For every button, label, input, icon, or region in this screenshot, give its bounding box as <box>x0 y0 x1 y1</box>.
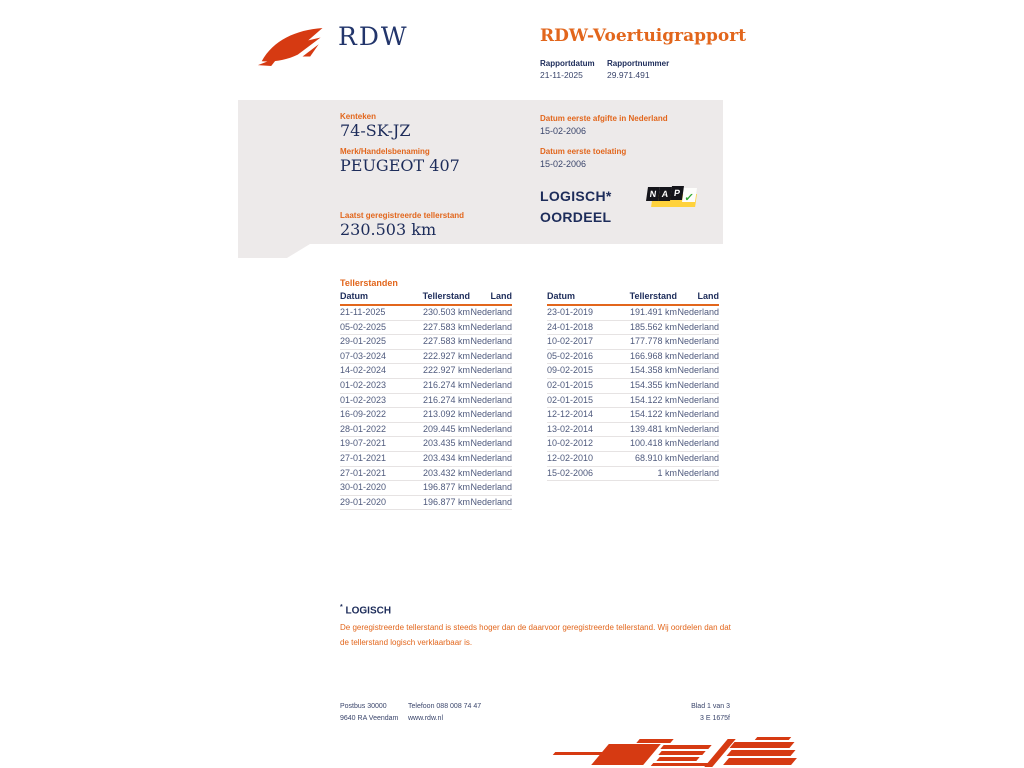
logisch-note-title <box>340 604 391 616</box>
table-cell: 15-02-2006 <box>547 466 615 481</box>
table-row <box>340 451 512 466</box>
table-header-row <box>340 291 512 305</box>
table-cell: 30-01-2020 <box>340 481 408 496</box>
tellerstanden-table-left <box>340 291 512 510</box>
nap-letter-a: A <box>658 187 672 201</box>
table-cell: Nederland <box>470 408 512 423</box>
nap-letter-p: P <box>670 186 684 200</box>
table-cell: 24-01-2018 <box>547 320 615 335</box>
rdw-logo-text: RDW <box>338 22 409 51</box>
decorative-stripes-graphic <box>540 737 808 768</box>
column-header: Tellerstand <box>408 291 470 305</box>
table-cell: 154.122 km <box>615 393 677 408</box>
footer-address-line1: Postbus 30000 <box>340 703 387 710</box>
table-cell: 19-07-2021 <box>340 437 408 452</box>
table-cell: 203.432 km <box>408 466 470 481</box>
table-cell: 196.877 km <box>408 495 470 510</box>
table-cell: 177.778 km <box>615 335 677 350</box>
table-cell: 203.434 km <box>408 451 470 466</box>
laatste-tellerstand-value: 230.503 km <box>340 220 437 239</box>
table-row <box>340 481 512 496</box>
table-cell: 230.503 km <box>408 305 470 320</box>
table-cell: Nederland <box>470 364 512 379</box>
kenteken-label: Kenteken <box>340 112 377 121</box>
table-row <box>547 451 719 466</box>
footer-address-line2: 9640 RA Veendam <box>340 715 399 722</box>
table-cell: 02-01-2015 <box>547 393 615 408</box>
table-cell: 27-01-2021 <box>340 451 408 466</box>
table-row <box>340 437 512 452</box>
logisch-note-label: LOGISCH <box>345 605 392 617</box>
table-cell: Nederland <box>677 335 719 350</box>
table-cell: 216.274 km <box>408 393 470 408</box>
table-cell: 21-11-2025 <box>340 305 408 320</box>
table-cell: 216.274 km <box>408 378 470 393</box>
table-cell: Nederland <box>677 408 719 423</box>
table-cell: 05-02-2016 <box>547 349 615 364</box>
table-cell: 16-09-2022 <box>340 408 408 423</box>
logisch-note-marker: * <box>340 604 343 611</box>
table-cell: Nederland <box>677 364 719 379</box>
merk-value: PEUGEOT 407 <box>340 156 460 175</box>
table-cell: Nederland <box>470 422 512 437</box>
table-cell: 203.435 km <box>408 437 470 452</box>
table-row <box>340 335 512 350</box>
table-cell: 154.122 km <box>615 408 677 423</box>
table-cell: 227.583 km <box>408 335 470 350</box>
column-header: Land <box>677 291 719 305</box>
table-cell: 09-02-2015 <box>547 364 615 379</box>
oordeel-line1: LOGISCH* <box>540 188 612 204</box>
eerste-toelating-label: Datum eerste toelating <box>540 147 627 156</box>
table-row <box>547 364 719 379</box>
table-cell: 196.877 km <box>408 481 470 496</box>
table-row <box>547 378 719 393</box>
table-cell: Nederland <box>677 393 719 408</box>
table-cell: Nederland <box>470 466 512 481</box>
footer-page-info: Blad 1 van 3 <box>691 703 730 710</box>
table-cell: Nederland <box>677 451 719 466</box>
table-row <box>340 305 512 320</box>
table-cell: 213.092 km <box>408 408 470 423</box>
table-cell: 227.583 km <box>408 320 470 335</box>
footer-phone: Telefoon 088 008 74 47 <box>408 703 482 710</box>
table-row <box>340 466 512 481</box>
table-cell: 23-01-2019 <box>547 305 615 320</box>
vehicle-info-box-tab <box>238 244 310 258</box>
column-header: Land <box>470 291 512 305</box>
table-row <box>340 393 512 408</box>
table-cell: 154.358 km <box>615 364 677 379</box>
eerste-afgifte-label: Datum eerste afgifte in Nederland <box>540 114 668 123</box>
table-cell: 01-02-2023 <box>340 378 408 393</box>
table-cell: Nederland <box>677 466 719 481</box>
table-cell: 166.968 km <box>615 349 677 364</box>
report-number-value: 29.971.491 <box>607 70 650 80</box>
tellerstanden-title: Tellerstanden <box>340 278 398 288</box>
table-cell: 1 km <box>615 466 677 481</box>
table-cell: 12-12-2014 <box>547 408 615 423</box>
table-cell: 139.481 km <box>615 422 677 437</box>
rdw-wing-icon <box>256 26 332 70</box>
eerste-afgifte-value: 15-02-2006 <box>540 126 587 136</box>
footer-form-code: 3 E 1675f <box>700 715 730 722</box>
table-cell: Nederland <box>470 437 512 452</box>
column-header: Datum <box>340 291 408 305</box>
nap-logo <box>647 185 697 210</box>
table-cell: Nederland <box>470 378 512 393</box>
table-cell: 28-01-2022 <box>340 422 408 437</box>
table-row <box>340 378 512 393</box>
table-cell: 29-01-2025 <box>340 335 408 350</box>
footer-website[interactable]: www.rdw.nl <box>408 715 444 722</box>
oordeel-line2: OORDEEL <box>540 209 612 225</box>
table-row <box>340 349 512 364</box>
table-cell: 185.562 km <box>615 320 677 335</box>
table-cell: Nederland <box>677 305 719 320</box>
column-header: Datum <box>547 291 615 305</box>
report-date-label: Rapportdatum <box>540 59 595 68</box>
nap-check-tile <box>682 188 697 202</box>
page-title: RDW-Voertuigrapport <box>540 26 747 46</box>
column-header: Tellerstand <box>615 291 677 305</box>
table-row <box>340 364 512 379</box>
table-cell: Nederland <box>470 451 512 466</box>
merk-label: Merk/Handelsbenaming <box>340 147 430 156</box>
table-cell: 29-01-2020 <box>340 495 408 510</box>
table-cell: 05-02-2025 <box>340 320 408 335</box>
table-cell: Nederland <box>470 495 512 510</box>
tellerstanden-table-right <box>547 291 719 481</box>
table-row <box>547 349 719 364</box>
table-cell: Nederland <box>677 349 719 364</box>
laatste-tellerstand-label: Laatst geregistreerde tellerstand <box>340 211 465 220</box>
table-cell: Nederland <box>470 305 512 320</box>
eerste-toelating-value: 15-02-2006 <box>540 159 587 169</box>
check-icon: ✓ <box>683 192 695 204</box>
table-row <box>340 408 512 423</box>
logisch-note-body: De geregistreerde tellerstand is steeds hoger dan de daarvoor geregistreerde tellerstand. Wij oordelen dan dat de tellerstand logisch verklaarbaar is. <box>340 623 731 647</box>
table-row <box>547 408 719 423</box>
table-row <box>340 422 512 437</box>
table-cell: 10-02-2012 <box>547 437 615 452</box>
table-cell: Nederland <box>677 422 719 437</box>
kenteken-value: 74-SK-JZ <box>340 121 411 140</box>
table-cell: 222.927 km <box>408 349 470 364</box>
table-cell: 01-02-2023 <box>340 393 408 408</box>
table-row <box>340 495 512 510</box>
table-cell: Nederland <box>470 320 512 335</box>
oordeel-text <box>540 186 612 228</box>
table-cell: Nederland <box>470 335 512 350</box>
table-cell: 13-02-2014 <box>547 422 615 437</box>
table-row <box>547 393 719 408</box>
table-cell: Nederland <box>677 437 719 452</box>
table-cell: Nederland <box>470 481 512 496</box>
report-number-label: Rapportnummer <box>607 59 670 68</box>
table-cell: 27-01-2021 <box>340 466 408 481</box>
table-row <box>547 335 719 350</box>
table-cell: Nederland <box>470 349 512 364</box>
table-row <box>547 320 719 335</box>
table-cell: 12-02-2010 <box>547 451 615 466</box>
table-cell: 68.910 km <box>615 451 677 466</box>
table-cell: Nederland <box>677 320 719 335</box>
table-cell: 100.418 km <box>615 437 677 452</box>
table-cell: Nederland <box>470 393 512 408</box>
table-cell: 209.445 km <box>408 422 470 437</box>
table-cell: 154.355 km <box>615 378 677 393</box>
table-row <box>547 422 719 437</box>
table-cell: Nederland <box>677 378 719 393</box>
table-cell: 14-02-2024 <box>340 364 408 379</box>
table-row <box>547 466 719 481</box>
report-date-value: 21-11-2025 <box>540 70 583 80</box>
table-cell: 07-03-2024 <box>340 349 408 364</box>
table-header-row <box>547 291 719 305</box>
table-row <box>547 305 719 320</box>
table-cell: 191.491 km <box>615 305 677 320</box>
table-cell: 10-02-2017 <box>547 335 615 350</box>
table-cell: 02-01-2015 <box>547 378 615 393</box>
table-row <box>547 437 719 452</box>
table-cell: 222.927 km <box>408 364 470 379</box>
table-row <box>340 320 512 335</box>
nap-letter-n: N <box>646 187 660 201</box>
